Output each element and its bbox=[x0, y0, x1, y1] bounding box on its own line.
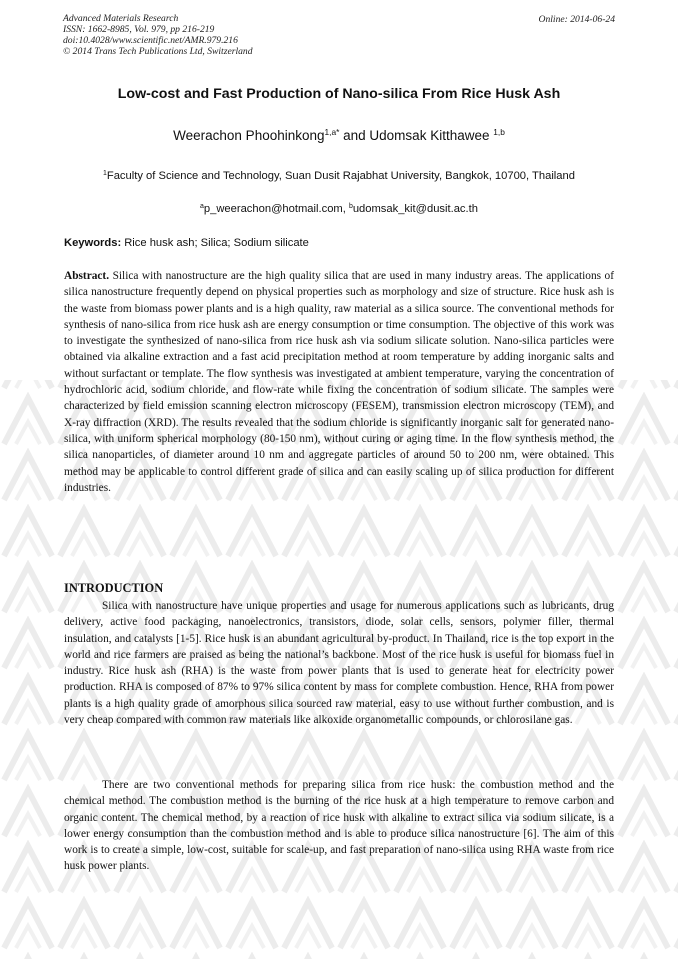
author-1-name: Weerachon Phoohinkong bbox=[173, 128, 325, 143]
keywords bbox=[64, 237, 309, 249]
introduction-paragraph-1 bbox=[64, 598, 614, 728]
journal-issn: ISSN: 1662-8985, Vol. 979, pp 216-219 bbox=[63, 24, 215, 35]
paper-title: Low-cost and Fast Production of Nano-silica From Rice Husk Ash bbox=[117, 86, 561, 102]
author-2-name: Udomsak Kitthawee bbox=[369, 128, 494, 143]
journal-copyright: © 2014 Trans Tech Publications Ltd, Switzerland bbox=[63, 46, 253, 57]
author-2-affiliation-mark: 1,b bbox=[493, 126, 505, 137]
affiliation-text: Faculty of Science and Technology, Suan Dusit Rajabhat University, Bangkok, 10700, Thailand bbox=[106, 170, 575, 182]
introduction-paragraph-2-text: There are two conventional methods for preparing silica from rice husk: the combustion method and the chemical method. The combustion method is the burning of the rice husk at a high temperature to remove carbon and organic content. The chemical method, by a reaction of rice husk with alkaline to extract silica via sodium silicate, is a lower energy consumption than the combustion method and is able to produce silica nanostructure [6]. The aim of this work is to create a simple, low-cost, suitable for scale-up, and fast preparation of nano-silica using RHA waste from rice husk power plants. bbox=[64, 779, 614, 873]
author-line bbox=[0, 128, 678, 143]
journal-doi[interactable]: doi:10.4028/www.scientific.net/AMR.979.216 bbox=[63, 35, 238, 46]
abstract-label: Abstract. bbox=[64, 270, 110, 282]
journal-header bbox=[63, 13, 253, 57]
introduction-paragraph-2 bbox=[64, 777, 614, 875]
email-line bbox=[0, 203, 678, 215]
author-joiner: and bbox=[339, 128, 370, 143]
affiliation-mark: 1 bbox=[103, 169, 107, 177]
email-a[interactable]: p_weerachon@hotmail.com, bbox=[203, 203, 349, 215]
email-a-mark: a bbox=[200, 202, 204, 210]
keywords-label: Keywords: bbox=[64, 237, 122, 249]
affiliation bbox=[0, 170, 678, 182]
abstract-text: Silica with nanostructure are the high quality silica that are used in many industry areas. The applications of silica nanostructure frequently depend on physical properties such as morphology and size of structure. Rice husk ash is the waste from biomass power plants and is a high quality, raw material as a silica source. The conventional methods for synthesis of nano-silica from rice husk ash are energy consumption or time consumption. The objective of this work was to investigate the synthesized of nano-silica from rice husk ash via sodium silicate solution. Nano-silica particles were obtained via alkaline extraction and a fast acid precipitation method at room temperature by adding inorganic salts and without surfactant or template. The flow synthesis was investigated at ambient temperature, varying the concentration of hydrochloric acid, sodium chloride, and flow-rate while fixing the concentration of sodium silicate. The samples were characterized by field emission scanning electron microscopy (FESEM), transmission electron microscopy (TEM), and X-ray diffraction (XRD). The results revealed that the sodium chloride is significantly inorganic salt for generated nano-silica, with uniform spherical morphology (80-150 nm), without curing or aging time. In the flow synthesis method, the silica nanoparticles, of diameter around 10 nm and aggregate particles of around 50 to 200 nm, were obtained. This method may be applicable to control different grade of silica and can easily scaling up of silica production for different industries. bbox=[64, 270, 614, 494]
introduction-heading: INTRODUCTION bbox=[64, 581, 164, 595]
email-b[interactable]: udomsak_kit@dusit.ac.th bbox=[352, 203, 478, 215]
email-b-mark: b bbox=[348, 202, 353, 210]
abstract bbox=[64, 268, 614, 496]
author-1-affiliation-mark: 1,a* bbox=[324, 126, 340, 137]
online-date: Online: 2014-06-24 bbox=[538, 14, 615, 25]
journal-name: Advanced Materials Research bbox=[63, 13, 179, 24]
introduction-paragraph-1-text: Silica with nanostructure have unique properties and usage for numerous applications such as lubricants, drug delivery, active food packaging, nanoelectronics, transistors, diode, solar cells, sensors, polymer filler, thermal insulation, and catalysts [1-5]. Rice husk is an abundant agricultural by-product. In Thailand, rice is the top export in the world and rice farmers are praised as being the national’s backbone. Most of the rice husk is useful for biomass fuel in industry. Rice husk ash (RHA) is the waste from power plants that is used to generate heat for electricity power production. RHA is composed of 87% to 97% silica content by mass for complete combustion. Hence, RHA from power plants is a high quality grade of amorphous silica sourced raw material, easy to use without further combustion, and is very cheap compared with common raw materials like alkoxide organometallic compounds, or chlorosilane gas. bbox=[64, 600, 614, 727]
keywords-text: Rice husk ash; Silica; Sodium silicate bbox=[124, 237, 309, 249]
